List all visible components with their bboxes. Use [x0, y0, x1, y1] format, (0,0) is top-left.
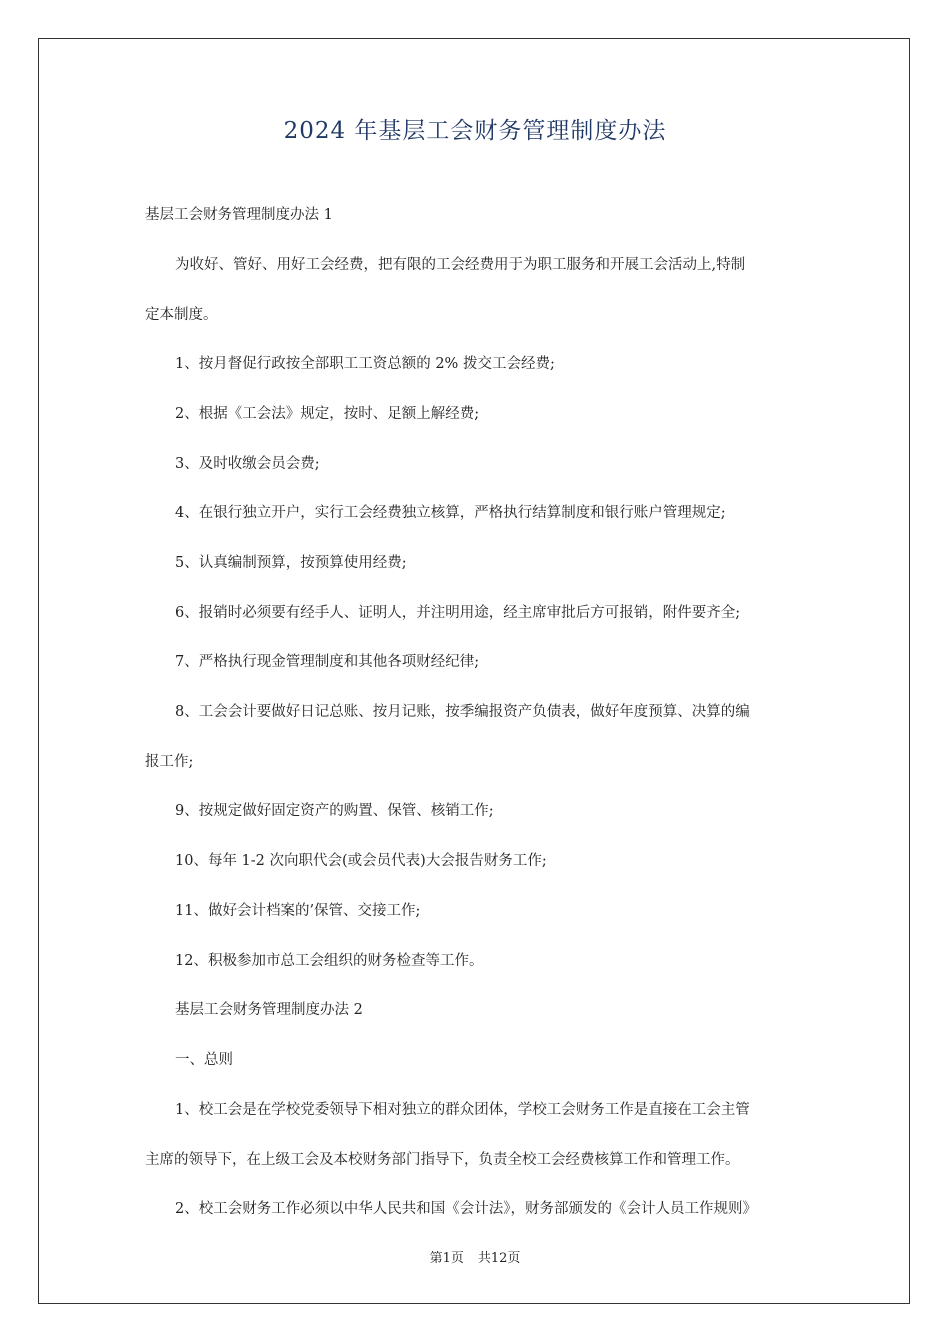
paragraph-line: 定本制度。 [145, 307, 218, 323]
list-item: 2、校工会财务工作必须以中华人民共和国《会计法》，财务部颁发的《会计人员工作规则》 [175, 1201, 757, 1217]
page-number: 第1页 [429, 1251, 464, 1266]
list-item: 5、认真编制预算，按预算使用经费; [175, 555, 407, 571]
list-item: 7、严格执行现金管理制度和其他各项财经纪律; [175, 654, 480, 670]
subsection-heading: 一、总则 [175, 1052, 233, 1068]
paragraph-line: 主席的领导下，在上级工会及本校财务部门指导下，负责全校工会经费核算工作和管理工作。 [145, 1152, 740, 1168]
list-item: 9、按规定做好固定资产的购置、保管、核销工作; [175, 803, 494, 819]
paragraph-line: 报工作; [145, 754, 194, 770]
list-item: 12、积极参加市总工会组织的财务检查等工作。 [175, 953, 484, 969]
section-heading: 基层工会财务管理制度办法 1 [145, 207, 333, 223]
list-item: 2、根据《工会法》规定，按时、足额上解经费; [175, 406, 480, 422]
page-total: 共12页 [477, 1251, 521, 1266]
list-item: 6、报销时必须要有经手人、证明人，并注明用途，经主席审批后方可报销，附件要齐全; [175, 605, 741, 621]
list-item: 4、在银行独立开户，实行工会经费独立核算，严格执行结算制度和银行账户管理规定; [175, 505, 726, 521]
list-item: 3、及时收缴会员会费; [175, 456, 320, 472]
paragraph-line: 为收好、管好、用好工会经费，把有限的工会经费用于为职工服务和开展工会活动上,特制 [175, 257, 746, 273]
section-heading: 基层工会财务管理制度办法 2 [175, 1002, 363, 1018]
list-item: 8、工会会计要做好日记总账、按月记账，按季编报资产负债表，做好年度预算、决算的编 [175, 704, 750, 720]
page-footer [0, 1247, 950, 1266]
document-title: 2024 年基层工会财务管理制度办法 [283, 118, 667, 144]
list-item: 10、每年 1-2 次向职代会(或会员代表)大会报告财务工作; [175, 853, 547, 869]
list-item: 1、按月督促行政按全部职工工资总额的 2% 拨交工会经费; [175, 356, 555, 372]
list-item: 11、做好会计档案的’保管、交接工作; [175, 903, 421, 919]
list-item: 1、校工会是在学校党委领导下相对独立的群众团体，学校工会财务工作是直接在工会主管 [175, 1102, 750, 1118]
